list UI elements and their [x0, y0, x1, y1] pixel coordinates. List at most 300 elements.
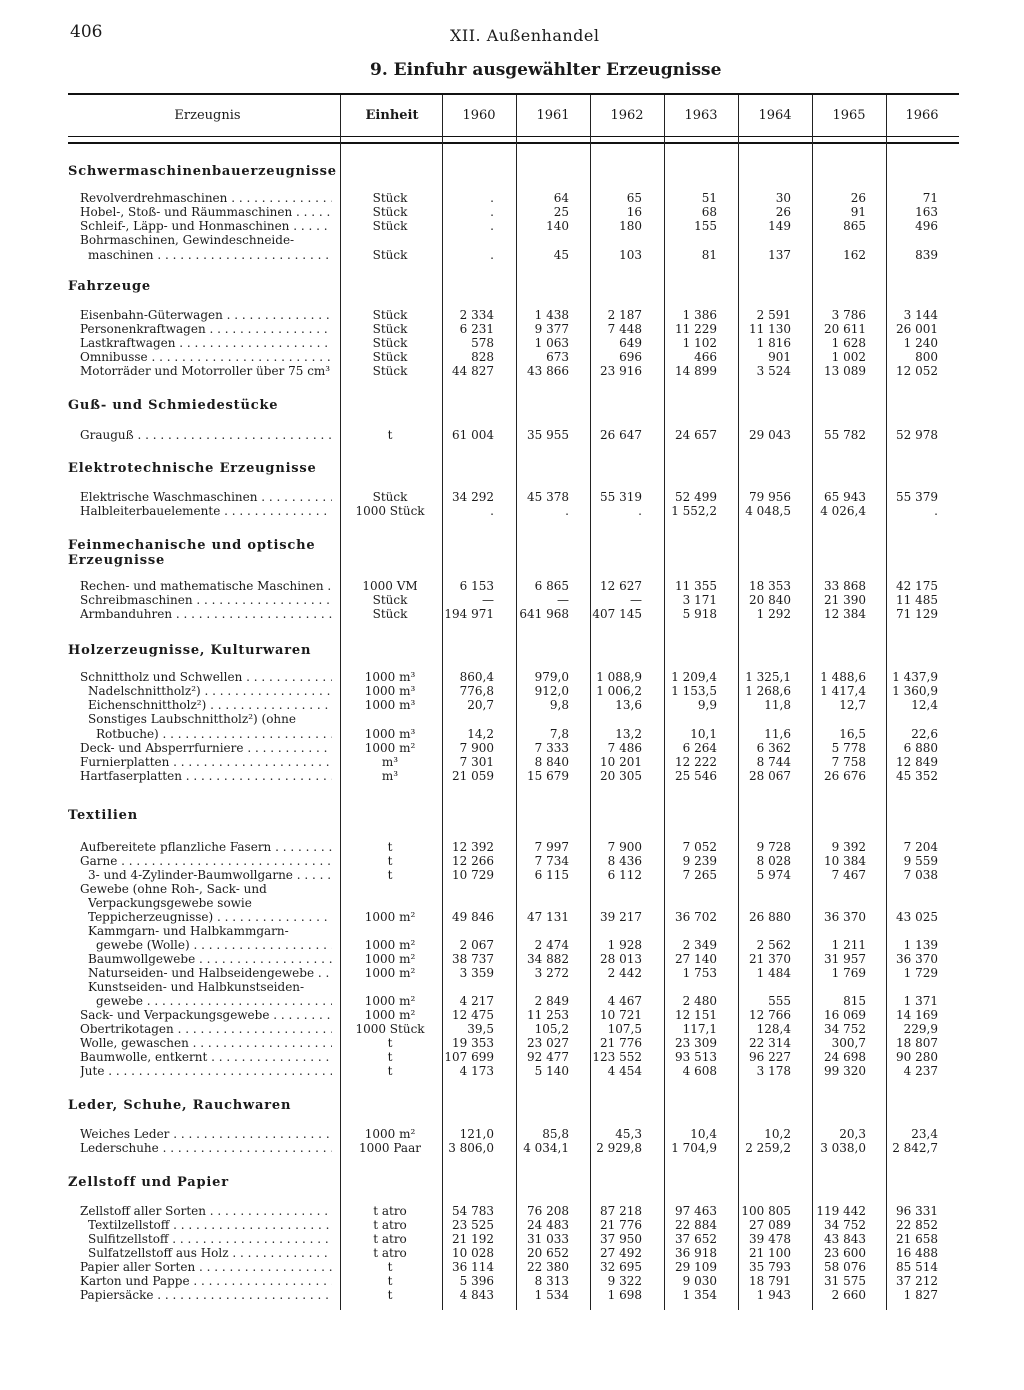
value-cell: 4 843	[459, 1288, 494, 1302]
table-row	[0, 1008, 1024, 1022]
value-cell: 7 997	[534, 840, 569, 854]
value-cell: 15 679	[527, 769, 569, 783]
value-cell: 8 028	[756, 854, 791, 868]
value-cell: 1 292	[756, 607, 791, 621]
value-cell: 1 209,4	[671, 670, 717, 684]
value-cell: 55 782	[824, 428, 866, 442]
value-cell: 6 865	[534, 579, 569, 593]
value-cell: 39 478	[749, 1232, 791, 1246]
value-cell: 36 370	[896, 952, 938, 966]
table-row	[0, 882, 1024, 896]
value-cell: 2 442	[607, 966, 642, 980]
table-row	[0, 712, 1024, 726]
header-year: 1960	[462, 108, 496, 123]
value-cell: 2 849	[534, 994, 569, 1008]
value-cell: 3 806,0	[448, 1141, 494, 1155]
value-cell: 1 816	[756, 336, 791, 350]
row-label: Baumwolle, entkernt . . .	[80, 1050, 332, 1064]
value-cell: 9 559	[903, 854, 938, 868]
table-row	[0, 579, 1024, 593]
value-cell: 11 130	[749, 322, 791, 336]
value-cell: 20,7	[467, 698, 494, 712]
value-cell: 4 467	[607, 994, 642, 1008]
table-row	[0, 336, 1024, 350]
value-cell: 8 840	[534, 755, 569, 769]
value-cell: 103	[619, 248, 642, 262]
row-label: Papiersäcke . . .	[80, 1288, 332, 1302]
value-cell: .	[565, 504, 569, 518]
value-cell: 26	[850, 191, 866, 205]
value-cell: 3 171	[682, 593, 717, 607]
value-cell: 58 076	[824, 1260, 866, 1274]
value-cell: 1 006,2	[596, 684, 642, 698]
value-cell: 9 322	[607, 1274, 642, 1288]
row-label: Omnibusse . . .	[80, 350, 332, 364]
value-cell: 1 753	[682, 966, 717, 980]
value-cell: —	[482, 593, 494, 607]
value-cell: 7 467	[831, 868, 866, 882]
value-cell: 31 575	[824, 1274, 866, 1288]
value-cell: 1 371	[903, 994, 938, 1008]
section-heading: Schwermaschinenbauerzeugnisse	[68, 164, 337, 179]
table-row	[0, 684, 1024, 698]
value-cell: 5 974	[756, 868, 791, 882]
value-cell: 24 483	[527, 1218, 569, 1232]
row-label: Kunstseiden- und Halbkunstseiden-	[88, 980, 305, 994]
value-cell: 8 436	[607, 854, 642, 868]
value-cell: 45 352	[896, 769, 938, 783]
value-cell: 1 827	[903, 1288, 938, 1302]
value-cell: 155	[694, 219, 717, 233]
value-cell: 12 222	[675, 755, 717, 769]
value-cell: 107 699	[444, 1050, 494, 1064]
row-unit: 1000 m²	[364, 741, 416, 755]
row-unit: 1000 m³	[364, 727, 416, 741]
value-cell: 34 752	[824, 1022, 866, 1036]
value-cell: 11,6	[764, 727, 791, 741]
table-row	[0, 607, 1024, 621]
table-row	[0, 868, 1024, 882]
value-cell: 6 112	[607, 868, 642, 882]
row-unit: 1000 Stück	[355, 1022, 425, 1036]
value-cell: 555	[768, 994, 791, 1008]
row-unit: 1000 m³	[364, 698, 416, 712]
row-label: Hartfaserplatten . . .	[80, 769, 332, 783]
value-cell: 2 591	[756, 308, 791, 322]
value-cell: .	[638, 504, 642, 518]
value-cell: 5 396	[459, 1274, 494, 1288]
table-row	[0, 428, 1024, 442]
row-label: Schnittholz und Schwellen . . .	[80, 670, 332, 684]
value-cell: 2 349	[682, 938, 717, 952]
table-row	[0, 727, 1024, 741]
value-cell: 38 737	[452, 952, 494, 966]
row-label: Sack- und Verpackungsgewebe . . .	[80, 1008, 332, 1022]
table-row	[0, 698, 1024, 712]
value-cell: 10 729	[452, 868, 494, 882]
row-label: Grauguß . . .	[80, 428, 332, 442]
value-cell: 16 069	[824, 1008, 866, 1022]
row-unit: Stück	[372, 336, 408, 350]
value-cell: 22 380	[527, 1260, 569, 1274]
value-cell: 97 463	[675, 1204, 717, 1218]
value-cell: 25	[553, 205, 569, 219]
row-label: Aufbereitete pflanzliche Fasern . . .	[80, 840, 332, 854]
value-cell: 407 145	[592, 607, 642, 621]
value-cell: 9,8	[549, 698, 569, 712]
value-cell: 64	[553, 191, 569, 205]
value-cell: 7 265	[682, 868, 717, 882]
value-cell: 12 849	[896, 755, 938, 769]
table-row	[0, 219, 1024, 233]
value-cell: 36 370	[824, 910, 866, 924]
value-cell: 107,5	[607, 1022, 642, 1036]
value-cell: 16,5	[839, 727, 866, 741]
table-row	[0, 1288, 1024, 1302]
row-unit: m³	[381, 755, 399, 769]
value-cell: 92 477	[527, 1050, 569, 1064]
value-cell: 28 067	[749, 769, 791, 783]
value-cell: 5 778	[831, 741, 866, 755]
value-cell: 1 729	[903, 966, 938, 980]
value-cell: 23 309	[675, 1036, 717, 1050]
value-cell: —	[557, 593, 569, 607]
value-cell: 23 525	[452, 1218, 494, 1232]
value-cell: 12 384	[824, 607, 866, 621]
value-cell: 10,4	[690, 1127, 717, 1141]
row-label: Rechen- und mathematische Maschinen . . .	[80, 579, 332, 593]
table-row	[0, 1064, 1024, 1078]
value-cell: 11 485	[896, 593, 938, 607]
header-year: 1966	[905, 108, 939, 123]
table-header-rule-bottom	[68, 142, 959, 144]
value-cell: 10 721	[600, 1008, 642, 1022]
value-cell: 3 038,0	[820, 1141, 866, 1155]
row-unit: t atro	[373, 1232, 407, 1246]
header-year: 1963	[684, 108, 718, 123]
value-cell: 21 390	[824, 593, 866, 607]
value-cell: 25 546	[675, 769, 717, 783]
value-cell: 1 928	[607, 938, 642, 952]
row-label: Garne . . .	[80, 854, 332, 868]
value-cell: 1 153,5	[671, 684, 717, 698]
value-cell: 9,9	[697, 698, 717, 712]
table-row	[0, 854, 1024, 868]
value-cell: 1 063	[534, 336, 569, 350]
value-cell: 81	[701, 248, 717, 262]
value-cell: 1 484	[756, 966, 791, 980]
value-cell: 91	[850, 205, 866, 219]
value-cell: 3 524	[756, 364, 791, 378]
table-row	[0, 910, 1024, 924]
section-heading: Guß- und Schmiedestücke	[68, 398, 279, 413]
value-cell: 229,9	[903, 1022, 938, 1036]
value-cell: 10 201	[600, 755, 642, 769]
value-cell: 137	[768, 248, 791, 262]
table-row	[0, 1050, 1024, 1064]
value-cell: 1 488,6	[820, 670, 866, 684]
value-cell: 1 769	[831, 966, 866, 980]
value-cell: 180	[619, 219, 642, 233]
value-cell: 2 842,7	[892, 1141, 938, 1155]
value-cell: 36 702	[675, 910, 717, 924]
value-cell: 696	[619, 350, 642, 364]
row-label: Sonstiges Laubschnittholz²) (ohne	[88, 712, 296, 726]
value-cell: 96 227	[749, 1050, 791, 1064]
row-label: Teppicherzeugnisse) . . .	[88, 910, 332, 924]
chapter-heading: XII. Außenhandel	[450, 26, 600, 45]
value-cell: 28 013	[600, 952, 642, 966]
value-cell: 6 153	[459, 579, 494, 593]
value-cell: 18 791	[749, 1274, 791, 1288]
row-unit: Stück	[372, 248, 408, 262]
value-cell: 35 955	[527, 428, 569, 442]
header-product: Erzeugnis	[174, 108, 241, 123]
value-cell: 45	[553, 248, 569, 262]
value-cell: 21 776	[600, 1218, 642, 1232]
row-label: Deck- und Absperrfurniere . . .	[80, 741, 332, 755]
table-row	[0, 308, 1024, 322]
value-cell: 3 359	[459, 966, 494, 980]
value-cell: 6 880	[903, 741, 938, 755]
row-label: Verpackungsgewebe sowie	[88, 896, 252, 910]
row-unit: 1000 m²	[364, 910, 416, 924]
value-cell: 578	[471, 336, 494, 350]
value-cell: 4 454	[607, 1064, 642, 1078]
value-cell: 1 268,6	[745, 684, 791, 698]
row-unit: Stück	[372, 308, 408, 322]
value-cell: —	[630, 593, 642, 607]
value-cell: 1 438	[534, 308, 569, 322]
section-heading: Textilien	[68, 808, 138, 823]
row-label: Rotbuche) . . .	[96, 727, 332, 741]
row-unit: t	[387, 1260, 393, 1274]
row-label: Gewebe (ohne Roh-, Sack- und	[80, 882, 267, 896]
row-label: Bohrmaschinen, Gewindeschneide-	[80, 233, 295, 247]
value-cell: 6 362	[756, 741, 791, 755]
value-cell: 33 868	[824, 579, 866, 593]
value-cell: 24 657	[675, 428, 717, 442]
value-cell: 23 600	[824, 1246, 866, 1260]
row-label: Zellstoff aller Sorten . . .	[80, 1204, 332, 1218]
value-cell: 128,4	[756, 1022, 791, 1036]
value-cell: 18 353	[749, 579, 791, 593]
row-unit: t	[387, 1036, 393, 1050]
value-cell: 3 178	[756, 1064, 791, 1078]
table-row	[0, 191, 1024, 205]
value-cell: 43 025	[896, 910, 938, 924]
row-unit: 1000 m²	[364, 1127, 416, 1141]
value-cell: 21 100	[749, 1246, 791, 1260]
table-header-rule	[68, 136, 959, 137]
value-cell: 1 088,9	[596, 670, 642, 684]
value-cell: 105,2	[534, 1022, 569, 1036]
value-cell: .	[490, 205, 494, 219]
table-row	[0, 769, 1024, 783]
value-cell: 27 140	[675, 952, 717, 966]
section-heading: Elektrotechnische Erzeugnisse	[68, 461, 317, 476]
section-heading: Fahrzeuge	[68, 279, 151, 294]
value-cell: 85,8	[542, 1127, 569, 1141]
value-cell: 1 437,9	[892, 670, 938, 684]
header-year: 1965	[832, 108, 866, 123]
value-cell: 9 377	[534, 322, 569, 336]
value-cell: 11 253	[527, 1008, 569, 1022]
table-row	[0, 1232, 1024, 1246]
value-cell: 119 442	[816, 1204, 866, 1218]
row-unit: t	[387, 1050, 393, 1064]
row-label: Schreibmaschinen . . .	[80, 593, 332, 607]
value-cell: 776,8	[459, 684, 494, 698]
value-cell: 1 628	[831, 336, 866, 350]
value-cell: 9 392	[831, 840, 866, 854]
value-cell: 51	[701, 191, 717, 205]
row-label: Lederschuhe . . .	[80, 1141, 332, 1155]
value-cell: 828	[471, 350, 494, 364]
table-row	[0, 364, 1024, 378]
value-cell: 32 695	[600, 1260, 642, 1274]
table-row	[0, 1204, 1024, 1218]
row-unit: 1000 Stück	[355, 504, 425, 518]
table-row	[0, 966, 1024, 980]
table-row	[0, 952, 1024, 966]
value-cell: 7 301	[459, 755, 494, 769]
value-cell: 65	[626, 191, 642, 205]
header-year: 1962	[610, 108, 644, 123]
value-cell: 10 384	[824, 854, 866, 868]
section-heading: Leder, Schuhe, Rauchwaren	[68, 1098, 292, 1113]
value-cell: 123 552	[592, 1050, 642, 1064]
value-cell: 71	[922, 191, 938, 205]
value-cell: 1 704,9	[671, 1141, 717, 1155]
value-cell: 2 067	[459, 938, 494, 952]
value-cell: 54 783	[452, 1204, 494, 1218]
row-label: 3- und 4-Zylinder-Baumwollgarne . . .	[88, 868, 332, 882]
value-cell: 865	[843, 219, 866, 233]
value-cell: 47 131	[527, 910, 569, 924]
table-top-rule	[68, 93, 959, 95]
value-cell: 14,2	[467, 727, 494, 741]
row-unit: 1000 Paar	[359, 1141, 421, 1155]
value-cell: 466	[694, 350, 717, 364]
value-cell: 7 052	[682, 840, 717, 854]
table-row	[0, 1246, 1024, 1260]
row-unit: t	[387, 1274, 393, 1288]
row-unit: 1000 m²	[364, 952, 416, 966]
value-cell: 4 048,5	[745, 504, 791, 518]
table-row	[0, 1127, 1024, 1141]
row-unit: t	[387, 840, 393, 854]
value-cell: 22 884	[675, 1218, 717, 1232]
table-row	[0, 322, 1024, 336]
value-cell: 3 272	[534, 966, 569, 980]
value-cell: 8 313	[534, 1274, 569, 1288]
value-cell: 1 943	[756, 1288, 791, 1302]
value-cell: 6 264	[682, 741, 717, 755]
value-cell: 37 950	[600, 1232, 642, 1246]
value-cell: 5 918	[682, 607, 717, 621]
row-unit: t atro	[373, 1246, 407, 1260]
value-cell: .	[490, 191, 494, 205]
value-cell: 1 386	[682, 308, 717, 322]
row-unit: t	[387, 428, 393, 442]
value-cell: 52 978	[896, 428, 938, 442]
row-label: Weiches Leder . . .	[80, 1127, 332, 1141]
value-cell: 839	[915, 248, 938, 262]
value-cell: 162	[843, 248, 866, 262]
value-cell: 2 259,2	[745, 1141, 791, 1155]
value-cell: 121,0	[459, 1127, 494, 1141]
row-label: Lastkraftwagen . . .	[80, 336, 332, 350]
value-cell: 815	[843, 994, 866, 1008]
value-cell: 19 353	[452, 1036, 494, 1050]
row-label: Kammgarn- und Halbkammgarn-	[88, 924, 289, 938]
row-label: Nadelschnittholz²) . . .	[88, 684, 332, 698]
value-cell: 34 752	[824, 1218, 866, 1232]
table-row	[0, 504, 1024, 518]
value-cell: 21 776	[600, 1036, 642, 1050]
value-cell: 85 514	[896, 1260, 938, 1274]
value-cell: 20 611	[824, 322, 866, 336]
value-cell: 11 355	[675, 579, 717, 593]
value-cell: 2 334	[459, 308, 494, 322]
value-cell: 641 968	[519, 607, 569, 621]
row-label: gewebe (Wolle) . . .	[96, 938, 332, 952]
row-label: Wolle, gewaschen . . .	[80, 1036, 332, 1050]
value-cell: 14 899	[675, 364, 717, 378]
value-cell: 22 852	[896, 1218, 938, 1232]
value-cell: 22 314	[749, 1036, 791, 1050]
value-cell: 20 652	[527, 1246, 569, 1260]
value-cell: 12 266	[452, 854, 494, 868]
row-label: Naturseiden- und Halbseidengewebe . . .	[88, 966, 332, 980]
value-cell: 23 027	[527, 1036, 569, 1050]
value-cell: 7 333	[534, 741, 569, 755]
value-cell: 7 486	[607, 741, 642, 755]
value-cell: 29 109	[675, 1260, 717, 1274]
value-cell: 21 059	[452, 769, 494, 783]
table-row	[0, 350, 1024, 364]
value-cell: 31 033	[527, 1232, 569, 1246]
value-cell: 61 004	[452, 428, 494, 442]
value-cell: 13,2	[615, 727, 642, 741]
value-cell: 37 652	[675, 1232, 717, 1246]
row-unit: t atro	[373, 1218, 407, 1232]
value-cell: 4 034,1	[523, 1141, 569, 1155]
value-cell: 18 807	[896, 1036, 938, 1050]
page-number: 406	[70, 22, 103, 42]
section-heading: Holzerzeugnisse, Kulturwaren	[68, 643, 312, 658]
value-cell: 12 766	[749, 1008, 791, 1022]
value-cell: 10 028	[452, 1246, 494, 1260]
row-unit: Stück	[372, 191, 408, 205]
value-cell: 1 240	[903, 336, 938, 350]
value-cell: 16 488	[896, 1246, 938, 1260]
value-cell: 87 218	[600, 1204, 642, 1218]
value-cell: 36 918	[675, 1246, 717, 1260]
table-row	[0, 490, 1024, 504]
value-cell: 99 320	[824, 1064, 866, 1078]
table-row	[0, 924, 1024, 938]
value-cell: 34 882	[527, 952, 569, 966]
value-cell: 26 676	[824, 769, 866, 783]
value-cell: 21 192	[452, 1232, 494, 1246]
row-unit: m³	[381, 769, 399, 783]
value-cell: 300,7	[831, 1036, 866, 1050]
row-label: Karton und Pappe . . .	[80, 1274, 332, 1288]
value-cell: 42 175	[896, 579, 938, 593]
row-label: Elektrische Waschmaschinen . . .	[80, 490, 332, 504]
